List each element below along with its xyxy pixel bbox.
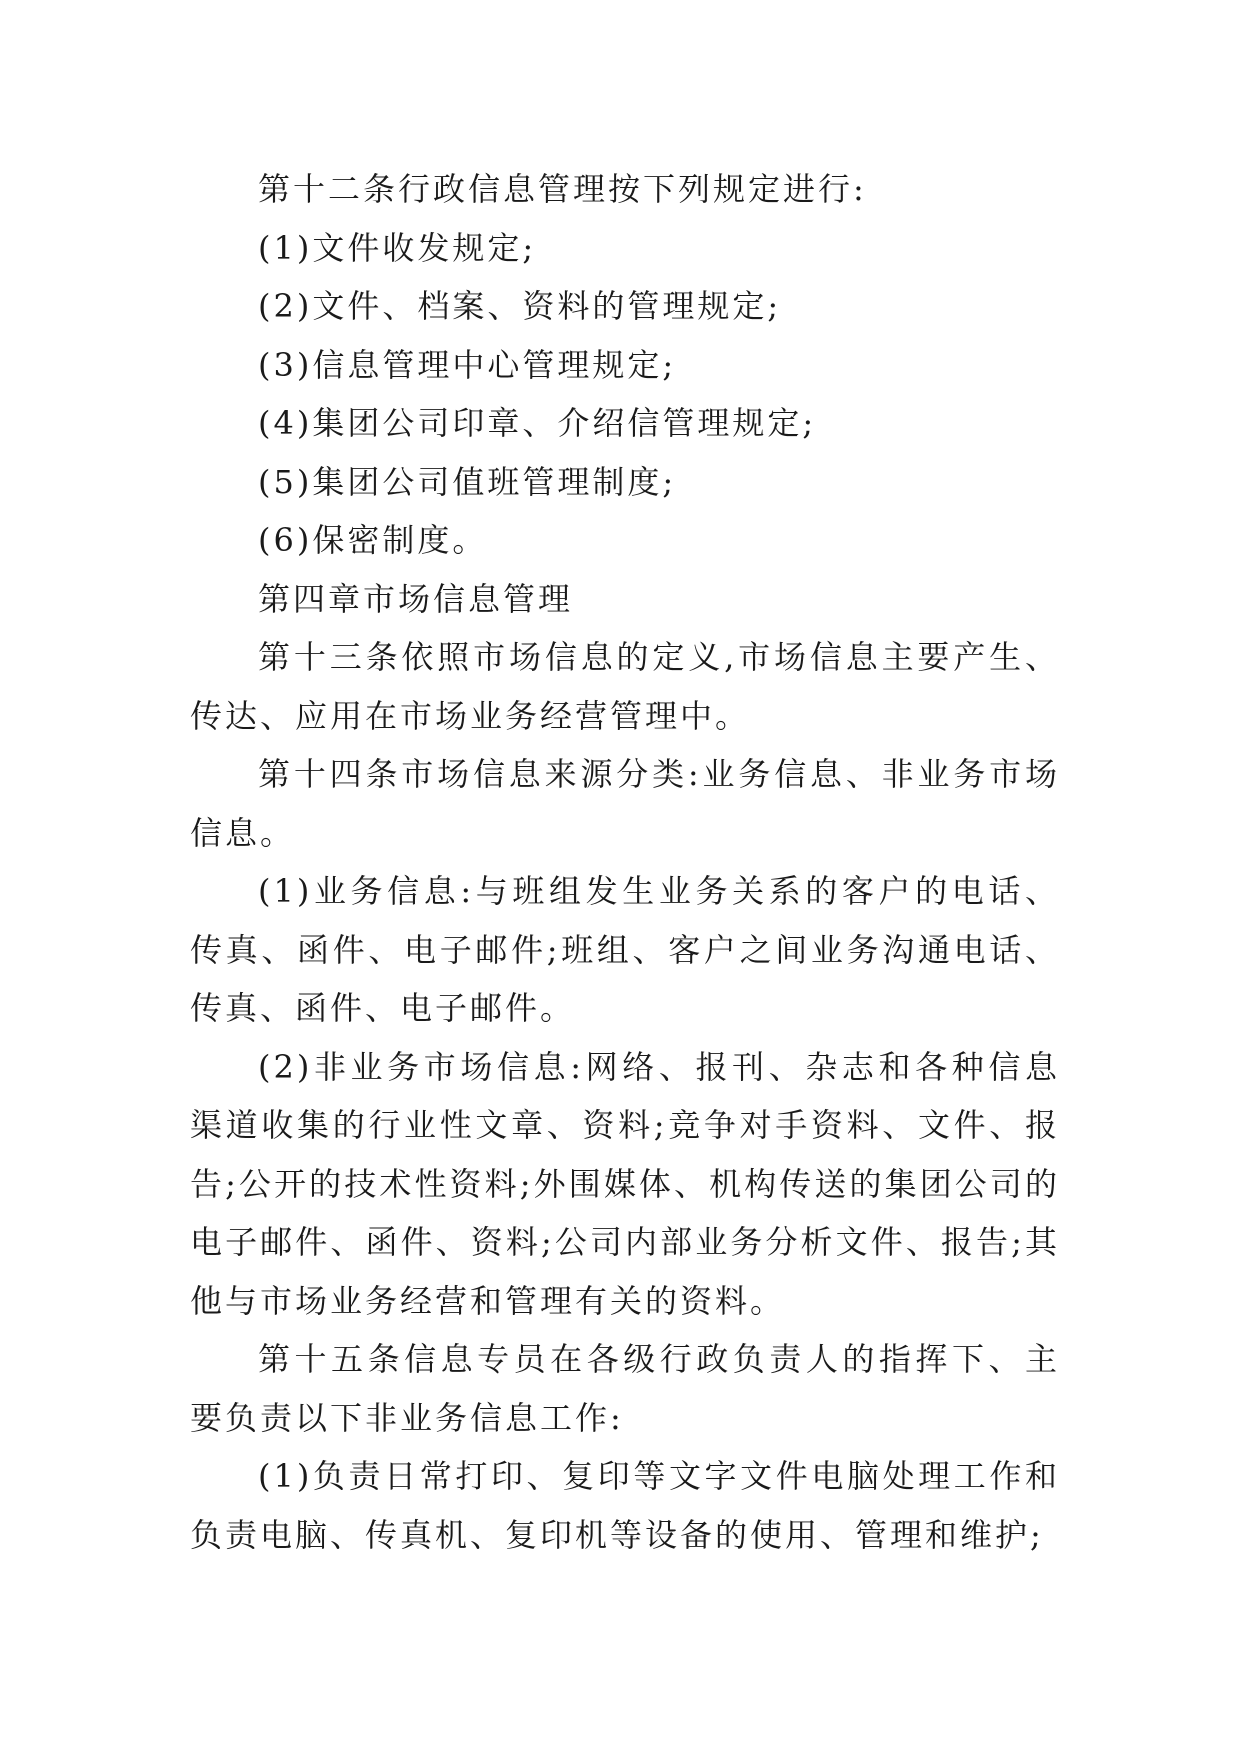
list-item: (5)集团公司值班管理制度; [258,462,677,501]
list-item: (1)业务信息:与班组发生业务关系的客户的电话、传真、函件、电子邮件;班组、客户之间业务沟通电话、传真、函件、电子邮件。 [190,872,1060,1027]
list-item: (4)集团公司印章、介绍信管理规定; [258,404,817,442]
list-item: (6)保密制度。 [258,521,488,559]
list-item: (1)文件收发规定; [258,228,537,267]
document-body [190,160,1060,1564]
article-13: 第十三条依照市场信息的定义,市场信息主要产生、传达、应用在市场业务经营管理中。 [190,638,1060,735]
article-12-heading: 第十二条行政信息管理按下列规定进行: [258,170,867,208]
list-item: (3)信息管理中心管理规定; [258,345,677,384]
list-item: (2)非业务市场信息:网络、报刊、杂志和各种信息渠道收集的行业性文章、资料;竞争对手资料、文件、报告;公开的技术性资料;外围媒体、机构传送的集团公司的电子邮件、函件、资料;公司内部业务分析文件、报告;其他与市场业务经营和管理有关的资料。 [190,1047,1060,1320]
article-15: 第十五条信息专员在各级行政负责人的指挥下、主要负责以下非业务信息工作: [190,1340,1060,1437]
article-14: 第十四条市场信息来源分类:业务信息、非业务市场信息。 [190,755,1060,852]
chapter-4-title: 第四章市场信息管理 [258,579,574,618]
list-item: (1)负责日常打印、复印等文字文件电脑处理工作和负责电脑、传真机、复印机等设备的使用、管理和维护; [190,1457,1060,1554]
list-item: (2)文件、档案、资料的管理规定; [258,287,782,325]
